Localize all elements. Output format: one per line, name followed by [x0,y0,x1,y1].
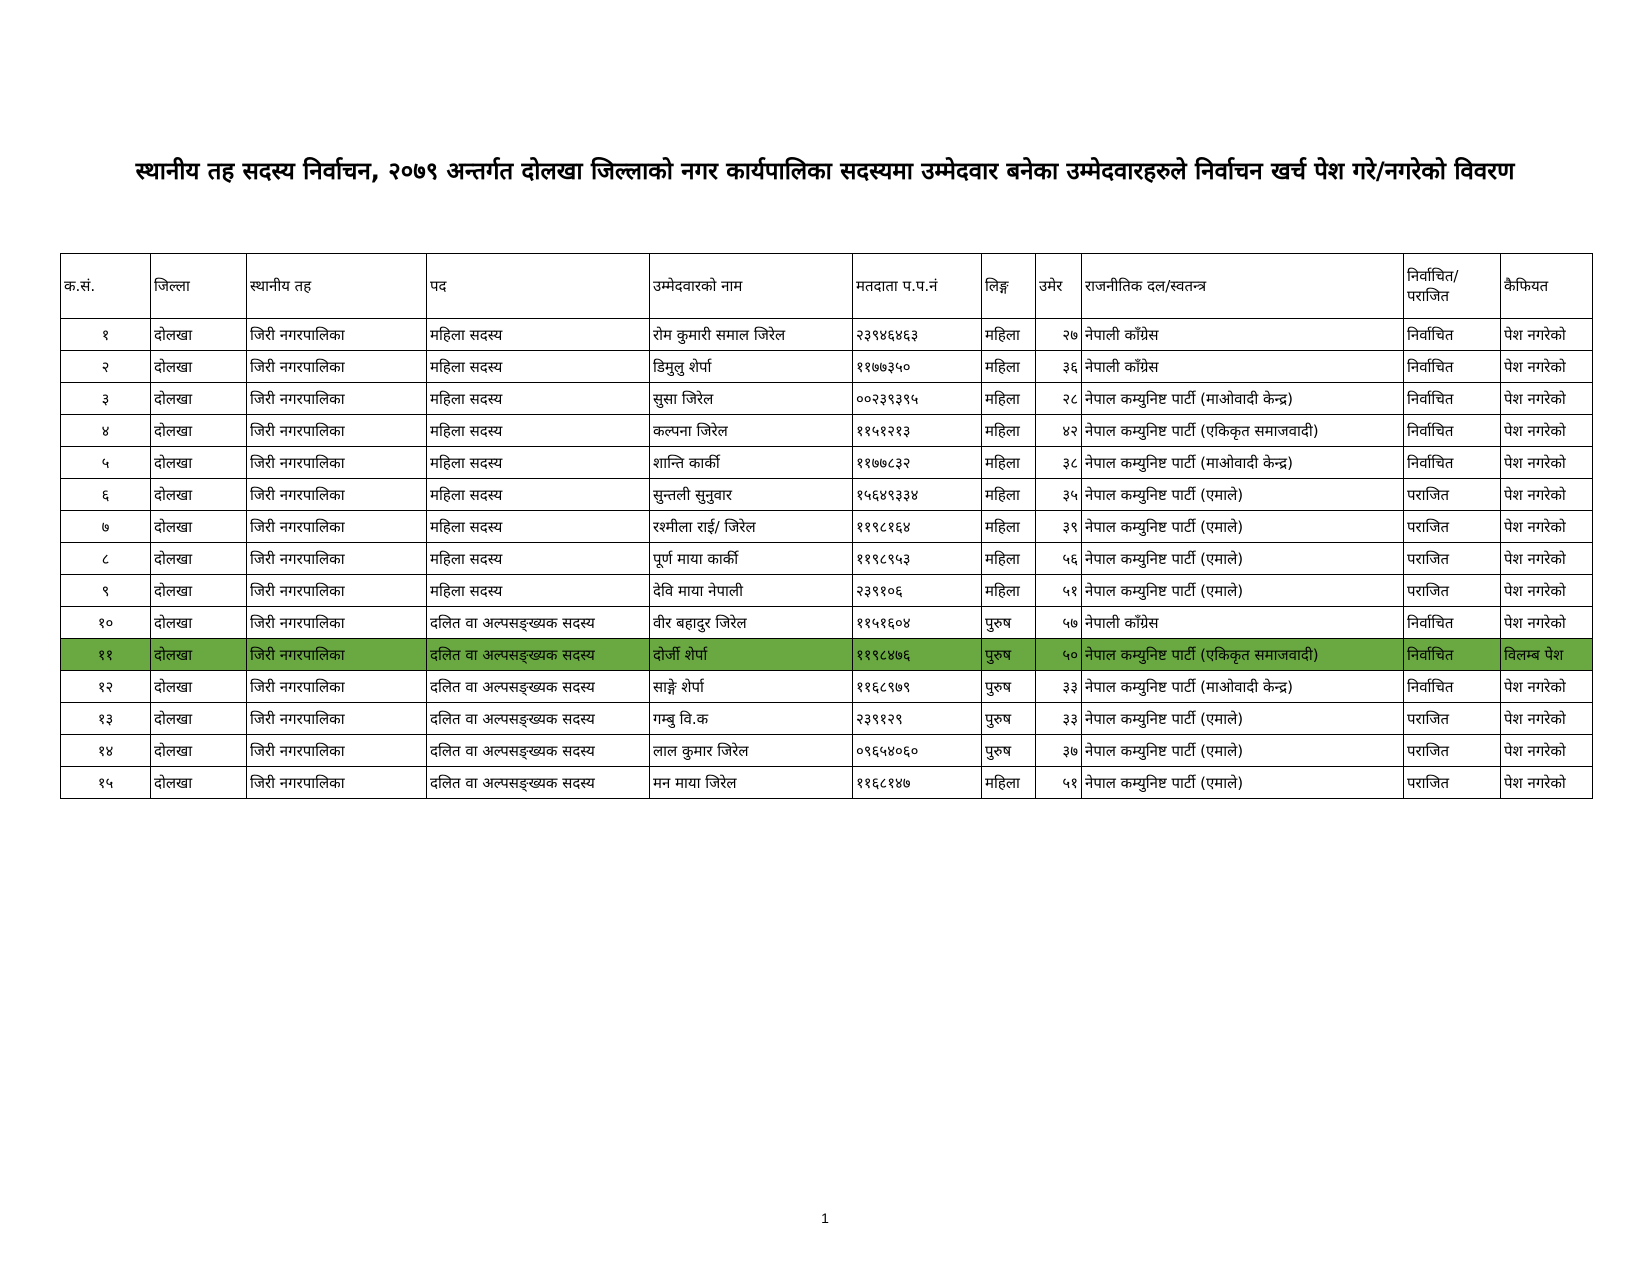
cell-gender: महिला [982,479,1036,511]
cell-result: निर्वाचित [1404,383,1501,415]
cell-voter-id: ११७७८३२ [853,447,982,479]
cell-candidate: शान्ति कार्की [650,447,853,479]
cell-gender: महिला [982,447,1036,479]
cell-remarks: पेश नगरेको [1501,447,1593,479]
table-row [61,735,1593,767]
cell-sn: १५ [61,767,151,799]
cell-remarks: पेश नगरेको [1501,479,1593,511]
table-row [61,319,1593,351]
header-party: राजनीतिक दल/स्वतन्त्र [1082,254,1404,319]
cell-party: नेपाल कम्युनिष्ट पार्टी (एकिकृत समाजवादी) [1082,415,1404,447]
cell-district: दोलखा [151,607,247,639]
cell-district: दोलखा [151,639,247,671]
cell-post: महिला सदस्य [427,511,650,543]
cell-voter-id: २३९१०६ [853,575,982,607]
cell-result: पराजित [1404,703,1501,735]
cell-local-level: जिरी नगरपालिका [247,703,427,735]
cell-sn: ७ [61,511,151,543]
cell-result: पराजित [1404,767,1501,799]
cell-result: निर्वाचित [1404,607,1501,639]
cell-voter-id: ००२३९३९५ [853,383,982,415]
cell-district: दोलखा [151,703,247,735]
cell-local-level: जिरी नगरपालिका [247,543,427,575]
cell-voter-id: ०९६५४०६० [853,735,982,767]
table-row [61,543,1593,575]
cell-post: दलित वा अल्पसङ्ख्यक सदस्य [427,735,650,767]
cell-candidate: साङ्गे शेर्पा [650,671,853,703]
cell-post: महिला सदस्य [427,479,650,511]
table-row [61,511,1593,543]
table-row [61,639,1593,671]
cell-age: ३५ [1036,479,1082,511]
cell-post: दलित वा अल्पसङ्ख्यक सदस्य [427,607,650,639]
table-row [61,767,1593,799]
cell-gender: महिला [982,767,1036,799]
cell-sn: ८ [61,543,151,575]
cell-district: दोलखा [151,351,247,383]
cell-result: पराजित [1404,575,1501,607]
cell-district: दोलखा [151,479,247,511]
cell-gender: पुरुष [982,639,1036,671]
cell-party: नेपाल कम्युनिष्ट पार्टी (माओवादी केन्द्र) [1082,447,1404,479]
cell-remarks: विलम्ब पेश [1501,639,1593,671]
cell-party: नेपाल कम्युनिष्ट पार्टी (एमाले) [1082,479,1404,511]
cell-age: ४२ [1036,415,1082,447]
cell-age: ३६ [1036,351,1082,383]
cell-district: दोलखा [151,511,247,543]
page-number: 1 [821,1210,829,1226]
cell-local-level: जिरी नगरपालिका [247,735,427,767]
cell-post: दलित वा अल्पसङ्ख्यक सदस्य [427,703,650,735]
cell-party: नेपाली काँग्रेस [1082,607,1404,639]
cell-post: महिला सदस्य [427,383,650,415]
cell-local-level: जिरी नगरपालिका [247,319,427,351]
cell-party: नेपाली काँग्रेस [1082,351,1404,383]
header-result [1404,254,1501,319]
cell-party: नेपाल कम्युनिष्ट पार्टी (एकिकृत समाजवादी) [1082,639,1404,671]
cell-remarks: पेश नगरेको [1501,767,1593,799]
cell-district: दोलखा [151,415,247,447]
header-age: उमेर [1036,254,1082,319]
cell-district: दोलखा [151,383,247,415]
cell-post: दलित वा अल्पसङ्ख्यक सदस्य [427,767,650,799]
cell-post: दलित वा अल्पसङ्ख्यक सदस्य [427,671,650,703]
cell-result: निर्वाचित [1404,415,1501,447]
cell-candidate: रोम कुमारी समाल जिरेल [650,319,853,351]
cell-remarks: पेश नगरेको [1501,703,1593,735]
cell-age: ५६ [1036,543,1082,575]
table-row [61,607,1593,639]
cell-gender: महिला [982,383,1036,415]
cell-result: निर्वाचित [1404,447,1501,479]
table-row [61,383,1593,415]
cell-remarks: पेश नगरेको [1501,575,1593,607]
candidate-expense-table [60,253,1593,799]
cell-local-level: जिरी नगरपालिका [247,671,427,703]
cell-candidate: कल्पना जिरेल [650,415,853,447]
cell-voter-id: ११९८१६४ [853,511,982,543]
cell-candidate: दोर्जी शेर्पा [650,639,853,671]
cell-remarks: पेश नगरेको [1501,543,1593,575]
cell-sn: १३ [61,703,151,735]
header-result-line1: निर्वाचित/ [1407,267,1459,285]
cell-candidate: डिमुलु शेर्पा [650,351,853,383]
cell-voter-id: ११५१२१३ [853,415,982,447]
cell-candidate: सुन्तली सुनुवार [650,479,853,511]
cell-candidate: रश्मीला राई/ जिरेल [650,511,853,543]
cell-post: महिला सदस्य [427,447,650,479]
table-row [61,575,1593,607]
cell-result: पराजित [1404,511,1501,543]
table-body [61,319,1593,799]
cell-local-level: जिरी नगरपालिका [247,639,427,671]
cell-district: दोलखा [151,575,247,607]
cell-age: ३३ [1036,671,1082,703]
cell-age: ३९ [1036,511,1082,543]
cell-post: महिला सदस्य [427,351,650,383]
cell-local-level: जिरी नगरपालिका [247,575,427,607]
cell-result: निर्वाचित [1404,319,1501,351]
cell-sn: ३ [61,383,151,415]
cell-sn: ११ [61,639,151,671]
cell-age: ५१ [1036,767,1082,799]
cell-gender: पुरुष [982,607,1036,639]
cell-sn: १० [61,607,151,639]
header-local-level: स्थानीय तह [247,254,427,319]
table-row [61,703,1593,735]
cell-local-level: जिरी नगरपालिका [247,351,427,383]
cell-voter-id: ११६८१४७ [853,767,982,799]
cell-result: पराजित [1404,479,1501,511]
cell-remarks: पेश नगरेको [1501,607,1593,639]
cell-gender: पुरुष [982,703,1036,735]
cell-local-level: जिरी नगरपालिका [247,767,427,799]
header-sn: क.सं. [61,254,151,319]
cell-sn: १४ [61,735,151,767]
header-gender: लिङ्ग [982,254,1036,319]
cell-remarks: पेश नगरेको [1501,735,1593,767]
cell-party: नेपाल कम्युनिष्ट पार्टी (माओवादी केन्द्र) [1082,383,1404,415]
cell-post: महिला सदस्य [427,319,650,351]
cell-voter-id: ११५१६०४ [853,607,982,639]
cell-district: दोलखा [151,319,247,351]
cell-gender: पुरुष [982,671,1036,703]
cell-age: ५७ [1036,607,1082,639]
cell-age: ५० [1036,639,1082,671]
header-district: जिल्ला [151,254,247,319]
header-result-line2: पराजित [1407,287,1450,305]
cell-gender: महिला [982,511,1036,543]
cell-age: ५१ [1036,575,1082,607]
cell-voter-id: ११७७३५० [853,351,982,383]
cell-age: ३७ [1036,735,1082,767]
cell-remarks: पेश नगरेको [1501,511,1593,543]
cell-local-level: जिरी नगरपालिका [247,447,427,479]
cell-age: २८ [1036,383,1082,415]
table-row [61,415,1593,447]
cell-candidate: गम्बु वि.क [650,703,853,735]
cell-party: नेपाल कम्युनिष्ट पार्टी (एमाले) [1082,575,1404,607]
cell-voter-id: ११९८९५३ [853,543,982,575]
cell-remarks: पेश नगरेको [1501,319,1593,351]
cell-voter-id: १५६४९३३४ [853,479,982,511]
cell-voter-id: २३९४६४६३ [853,319,982,351]
cell-district: दोलखा [151,735,247,767]
cell-sn: ९ [61,575,151,607]
cell-party: नेपाल कम्युनिष्ट पार्टी (एमाले) [1082,767,1404,799]
cell-sn: १२ [61,671,151,703]
cell-age: २७ [1036,319,1082,351]
table-row [61,447,1593,479]
cell-sn: ४ [61,415,151,447]
cell-result: पराजित [1404,735,1501,767]
table-row [61,351,1593,383]
table-row [61,671,1593,703]
cell-gender: पुरुष [982,735,1036,767]
table-header-row [61,254,1593,319]
cell-result: पराजित [1404,543,1501,575]
cell-local-level: जिरी नगरपालिका [247,479,427,511]
cell-sn: २ [61,351,151,383]
cell-party: नेपाल कम्युनिष्ट पार्टी (माओवादी केन्द्र) [1082,671,1404,703]
header-voter-id: मतदाता प.प.नं [853,254,982,319]
cell-remarks: पेश नगरेको [1501,351,1593,383]
cell-district: दोलखा [151,543,247,575]
header-remarks: कैफियत [1501,254,1593,319]
cell-candidate: मन माया जिरेल [650,767,853,799]
cell-remarks: पेश नगरेको [1501,383,1593,415]
cell-candidate: पूर्ण माया कार्की [650,543,853,575]
cell-party: नेपाली काँग्रेस [1082,319,1404,351]
cell-post: महिला सदस्य [427,415,650,447]
cell-age: ३३ [1036,703,1082,735]
table-row [61,479,1593,511]
cell-sn: ५ [61,447,151,479]
cell-district: दोलखा [151,447,247,479]
cell-local-level: जिरी नगरपालिका [247,607,427,639]
cell-post: महिला सदस्य [427,543,650,575]
cell-local-level: जिरी नगरपालिका [247,415,427,447]
cell-voter-id: ११९८४७६ [853,639,982,671]
cell-remarks: पेश नगरेको [1501,415,1593,447]
header-candidate: उम्मेदवारको नाम [650,254,853,319]
cell-gender: महिला [982,351,1036,383]
cell-gender: महिला [982,415,1036,447]
cell-voter-id: ११६८९७९ [853,671,982,703]
cell-gender: महिला [982,575,1036,607]
cell-voter-id: २३९१२९ [853,703,982,735]
cell-age: ३८ [1036,447,1082,479]
cell-candidate: देवि माया नेपाली [650,575,853,607]
cell-remarks: पेश नगरेको [1501,671,1593,703]
cell-result: निर्वाचित [1404,351,1501,383]
cell-district: दोलखा [151,767,247,799]
cell-candidate: लाल कुमार जिरेल [650,735,853,767]
cell-gender: महिला [982,543,1036,575]
cell-party: नेपाल कम्युनिष्ट पार्टी (एमाले) [1082,511,1404,543]
cell-result: निर्वाचित [1404,639,1501,671]
cell-post: महिला सदस्य [427,575,650,607]
cell-sn: १ [61,319,151,351]
cell-post: दलित वा अल्पसङ्ख्यक सदस्य [427,639,650,671]
cell-result: निर्वाचित [1404,671,1501,703]
cell-district: दोलखा [151,671,247,703]
cell-local-level: जिरी नगरपालिका [247,383,427,415]
header-post: पद [427,254,650,319]
cell-candidate: सुसा जिरेल [650,383,853,415]
document-title: स्थानीय तह सदस्य निर्वाचन, २०७९ अन्तर्गत दोलखा जिल्लाको नगर कार्यपालिका सदस्यमा उम्मेदवार बनेका उम्मेदवारहरुले निर्वाचन खर्च पेश गरे/नगरेको विवरण [135,157,1515,185]
cell-local-level: जिरी नगरपालिका [247,511,427,543]
cell-candidate: वीर बहादुर जिरेल [650,607,853,639]
cell-party: नेपाल कम्युनिष्ट पार्टी (एमाले) [1082,543,1404,575]
cell-party: नेपाल कम्युनिष्ट पार्टी (एमाले) [1082,703,1404,735]
cell-sn: ६ [61,479,151,511]
cell-party: नेपाल कम्युनिष्ट पार्टी (एमाले) [1082,735,1404,767]
cell-gender: महिला [982,319,1036,351]
